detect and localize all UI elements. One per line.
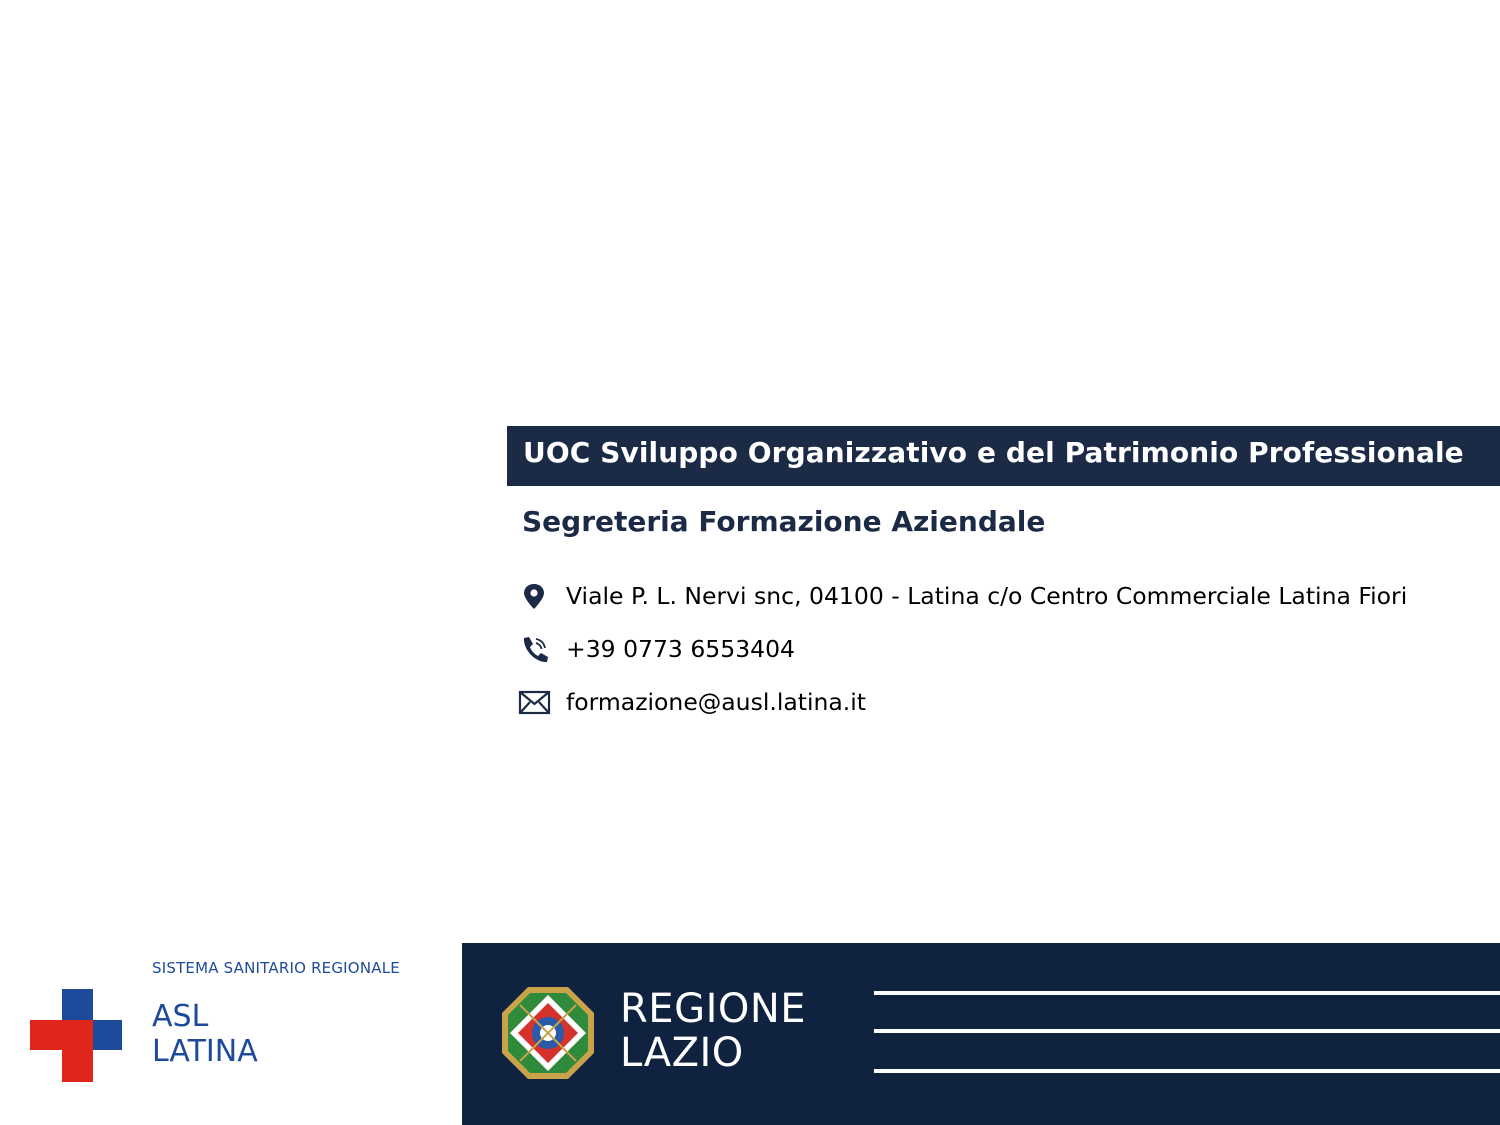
header-banner xyxy=(507,426,1500,486)
map-pin-icon xyxy=(516,580,552,614)
divider-line xyxy=(874,991,1500,995)
asl-name xyxy=(152,999,258,1069)
region-line1: REGIONE xyxy=(620,986,807,1032)
phone-icon xyxy=(516,633,552,667)
divider-line xyxy=(874,1069,1500,1073)
phone-text: +39 0773 6553404 xyxy=(566,635,795,663)
asl-latina-logo xyxy=(0,945,462,1125)
asl-line2: LATINA xyxy=(152,1034,258,1069)
asl-cross-icon xyxy=(0,945,130,1125)
regione-lazio-banner xyxy=(462,943,1500,1125)
regione-lazio-emblem-icon xyxy=(500,985,596,1081)
header-title: UOC Sviluppo Organizzativo e del Patrimonio Professionale xyxy=(523,436,1464,469)
divider-line xyxy=(874,1029,1500,1033)
regione-lazio-name xyxy=(620,987,806,1075)
address-text: Viale P. L. Nervi snc, 04100 - Latina c/o Centro Commerciale Latina Fiori xyxy=(566,582,1408,610)
asl-system-label: SISTEMA SANITARIO REGIONALE xyxy=(152,959,400,977)
subtitle: Segreteria Formazione Aziendale xyxy=(522,505,1046,538)
asl-line1: ASL xyxy=(152,999,209,1034)
envelope-icon xyxy=(516,686,552,720)
region-line2: LAZIO xyxy=(620,1030,744,1076)
email-text: formazione@ausl.latina.it xyxy=(566,688,867,716)
